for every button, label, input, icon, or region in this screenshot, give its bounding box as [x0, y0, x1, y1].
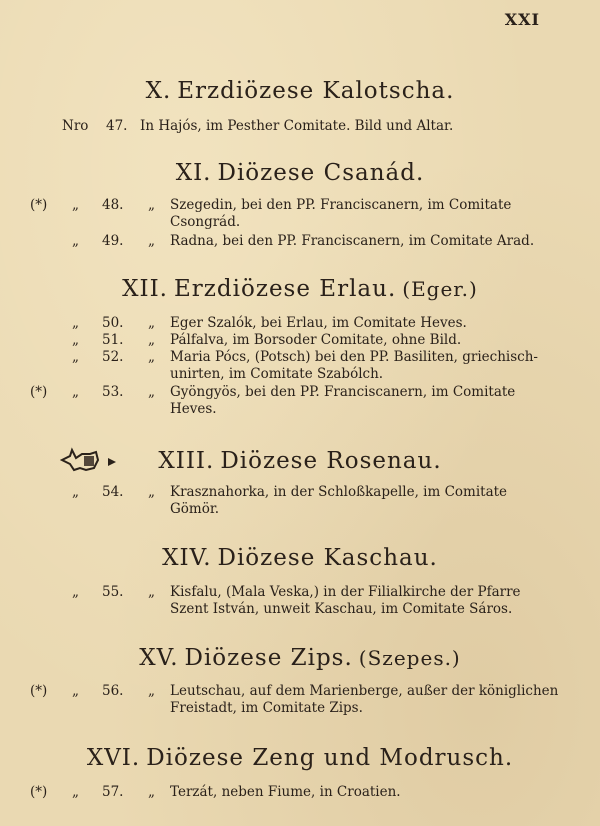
- entry-number: 55.: [102, 584, 124, 600]
- section-numeral: XIII.: [158, 448, 215, 474]
- entry-text: Pálfalva, im Borsoder Comitate, ohne Bild.: [170, 332, 462, 348]
- page-number: XXI: [504, 10, 540, 29]
- entry-text-continued: Gömör.: [170, 501, 220, 517]
- entry-ditto: „: [148, 332, 155, 348]
- section-numeral: XV.: [139, 645, 179, 671]
- entry-number: 54.: [102, 484, 124, 500]
- section-numeral: XI.: [175, 160, 212, 186]
- section-numeral: XII.: [122, 276, 168, 302]
- entry-ditto: „: [72, 784, 79, 800]
- entry-ditto: „: [72, 332, 79, 348]
- entry-text: Radna, bei den PP. Franciscanern, im Comitate Arad.: [170, 233, 535, 249]
- entry-ditto: „: [148, 784, 155, 800]
- entry-number: 56.: [102, 683, 124, 699]
- section-numeral: XIV.: [162, 545, 212, 571]
- entry-prefix: Nro: [62, 118, 89, 134]
- section-title: Diözese Rosenau.: [220, 448, 442, 474]
- entry-ditto: „: [148, 315, 155, 331]
- entry-number: 50.: [102, 315, 124, 331]
- entry-ditto: „: [148, 384, 155, 400]
- entry-mark: (*): [30, 683, 48, 699]
- entry-ditto: „: [148, 233, 155, 249]
- entry-ditto: „: [72, 683, 79, 699]
- section-heading-xv: [0, 645, 600, 671]
- section-heading-xvi: [0, 745, 600, 771]
- entry-number: 49.: [102, 233, 124, 249]
- entry-text-continued: Szent István, unweit Kaschau, im Comitate Sáros.: [170, 601, 513, 617]
- entry-text: In Hajós, im Pesther Comitate. Bild und Altar.: [140, 118, 454, 134]
- entry-ditto: „: [72, 197, 79, 213]
- section-heading-x: [0, 78, 600, 104]
- entry-mark: (*): [30, 384, 48, 400]
- entry-number: 47.: [106, 118, 128, 134]
- entry-text: Krasznahorka, in der Schloßkapelle, im Comitate: [170, 484, 508, 500]
- entry-number: 53.: [102, 384, 124, 400]
- entry-ditto: „: [148, 683, 155, 699]
- entry-text-continued: unirten, im Comitate Szabólch.: [170, 366, 384, 382]
- section-heading-xii: [0, 276, 600, 302]
- entry-text: Kisfalu, (Mala Veska,) in der Filialkirche der Pfarre: [170, 584, 521, 600]
- section-heading-xiii: [0, 448, 600, 474]
- entry-text-continued: Heves.: [170, 401, 217, 417]
- entry-number: 57.: [102, 784, 124, 800]
- entry-number: 48.: [102, 197, 124, 213]
- section-heading-xiv: [0, 545, 600, 571]
- entry-mark: (*): [30, 784, 48, 800]
- section-title: Erzdiözese Kalotscha.: [177, 78, 455, 104]
- entry-text: Leutschau, auf dem Marienberge, außer der königlichen: [170, 683, 559, 699]
- entry-ditto: „: [148, 484, 155, 500]
- entry-ditto: „: [72, 484, 79, 500]
- entry-text: Gyöngyös, bei den PP. Franciscanern, im Comitate: [170, 384, 516, 400]
- section-numeral: X.: [145, 78, 172, 104]
- entry-text-continued: Freistadt, im Comitate Zips.: [170, 700, 363, 716]
- entry-text: Szegedin, bei den PP. Franciscanern, im Comitate: [170, 197, 512, 213]
- entry-ditto: „: [148, 349, 155, 365]
- section-title: Diözese Zips.: [184, 645, 353, 671]
- section-title: Diözese Csanád.: [217, 160, 425, 186]
- entry-ditto: „: [148, 197, 155, 213]
- entry-number: 52.: [102, 349, 124, 365]
- entry-text: Eger Szalók, bei Erlau, im Comitate Heves.: [170, 315, 467, 331]
- entry-ditto: „: [72, 384, 79, 400]
- entry-ditto: „: [72, 315, 79, 331]
- entry-text-continued: Csongrád.: [170, 214, 241, 230]
- entry-ditto: „: [72, 584, 79, 600]
- section-title: Erzdiözese Erlau.: [174, 276, 397, 302]
- section-heading-xi: [0, 160, 600, 186]
- entry-text: Terzát, neben Fiume, in Croatien.: [170, 784, 401, 800]
- entry-mark: (*): [30, 197, 48, 213]
- section-title: Diözese Kaschau.: [217, 545, 438, 571]
- entry-ditto: „: [72, 349, 79, 365]
- entry-ditto: „: [148, 584, 155, 600]
- section-subtitle: (Eger.): [402, 277, 478, 301]
- section-subtitle: (Szepes.): [358, 646, 461, 670]
- entry-ditto: „: [72, 233, 79, 249]
- entry-text: Maria Pócs, (Potsch) bei den PP. Basiliten, griechisch-: [170, 349, 538, 365]
- section-title: Diözese Zeng und Modrusch.: [146, 745, 514, 771]
- section-numeral: XVI.: [86, 745, 141, 771]
- entry-number: 51.: [102, 332, 124, 348]
